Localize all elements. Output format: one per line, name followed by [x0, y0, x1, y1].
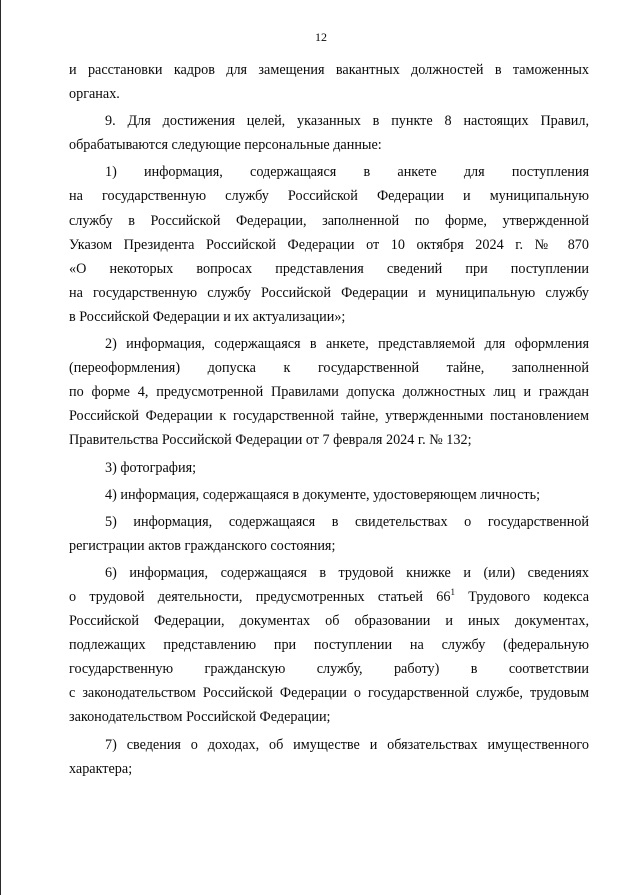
text-line: Указом Президента Российской Федерации от 10 октября 2024 г. № 870 — [69, 236, 589, 253]
text-line: на государственную службу Российской Федерации и муниципальную службу — [69, 284, 589, 301]
text-line: службу в Российской Федерации, заполненной по форме, утвержденной — [69, 212, 589, 229]
list-item-1 — [69, 160, 589, 329]
paragraph-continuation — [69, 58, 589, 106]
text-line: с законодательством Российской Федерации о государственной службе, трудовым — [69, 685, 589, 702]
text-line: 4) информация, содержащаяся в документе, удостоверяющем личность; — [105, 486, 541, 503]
text-line: 3) фотография; — [105, 459, 197, 476]
text-line: по форме 4, предусмотренной Правилами допуска должностных лиц и граждан — [69, 384, 589, 401]
text-line: 5) информация, содержащаяся в свидетельствах о государственной — [105, 513, 589, 530]
text-line: законодательством Российской Федерации; — [69, 709, 331, 726]
text-line: государственную гражданскую службу, работу) в соответствии — [69, 661, 589, 678]
list-item-4 — [69, 483, 589, 507]
page-number: 12 — [315, 30, 327, 44]
text-line: подлежащих представлению при поступлении на службу (федеральную — [69, 637, 589, 654]
paragraph-9 — [69, 109, 589, 157]
text-line: и расстановки кадров для замещения вакантных должностей в таможенных — [69, 62, 589, 78]
text-line: 2) информация, содержащаяся в анкете, представляемой для оформления — [105, 336, 589, 353]
text-line: обрабатываются следующие персональные данные: — [69, 137, 382, 154]
list-item-3 — [69, 456, 589, 480]
text-line: Российской Федерации, документах об образовании и иных документах, — [69, 613, 589, 630]
document-body — [69, 58, 589, 781]
text-line: в Российской Федерации и их актуализации»; — [69, 308, 346, 325]
text-line: органах. — [69, 86, 120, 103]
text-line: характера; — [69, 760, 133, 777]
text-line: (переоформления) допуска к государственной тайне, заполненной — [69, 360, 589, 377]
superscript: 1 — [450, 586, 455, 597]
text-line: 7) сведения о доходах, об имуществе и обязательствах имущественного — [105, 736, 589, 753]
text-line: регистрации актов гражданского состояния; — [69, 537, 336, 554]
text-line: Правительства Российской Федерации от 7 февраля 2024 г. № 132; — [69, 432, 472, 449]
list-item-2 — [69, 332, 589, 452]
text-line: 9. Для достижения целей, указанных в пункте 8 настоящих Правил, — [105, 113, 589, 130]
text-line: на государственную службу Российской Федерации и муниципальную — [69, 188, 589, 205]
text-fragment: Трудового кодекса — [454, 588, 589, 605]
text-line: «О некоторых вопросах представления сведений при поступлении — [69, 260, 589, 277]
text-line: Российской Федерации к государственной тайне, утвержденными постановлением — [69, 408, 589, 425]
text-line-with-superscript — [69, 585, 589, 609]
list-item-5 — [69, 510, 589, 558]
text-fragment: о трудовой деятельности, предусмотренных статьей 66 — [69, 588, 451, 605]
list-item-6 — [69, 561, 589, 730]
list-item-7 — [69, 733, 589, 781]
text-line: 1) информация, содержащаяся в анкете для поступления — [105, 164, 589, 181]
text-line: 6) информация, содержащаяся в трудовой книжке и (или) сведениях — [105, 564, 589, 581]
